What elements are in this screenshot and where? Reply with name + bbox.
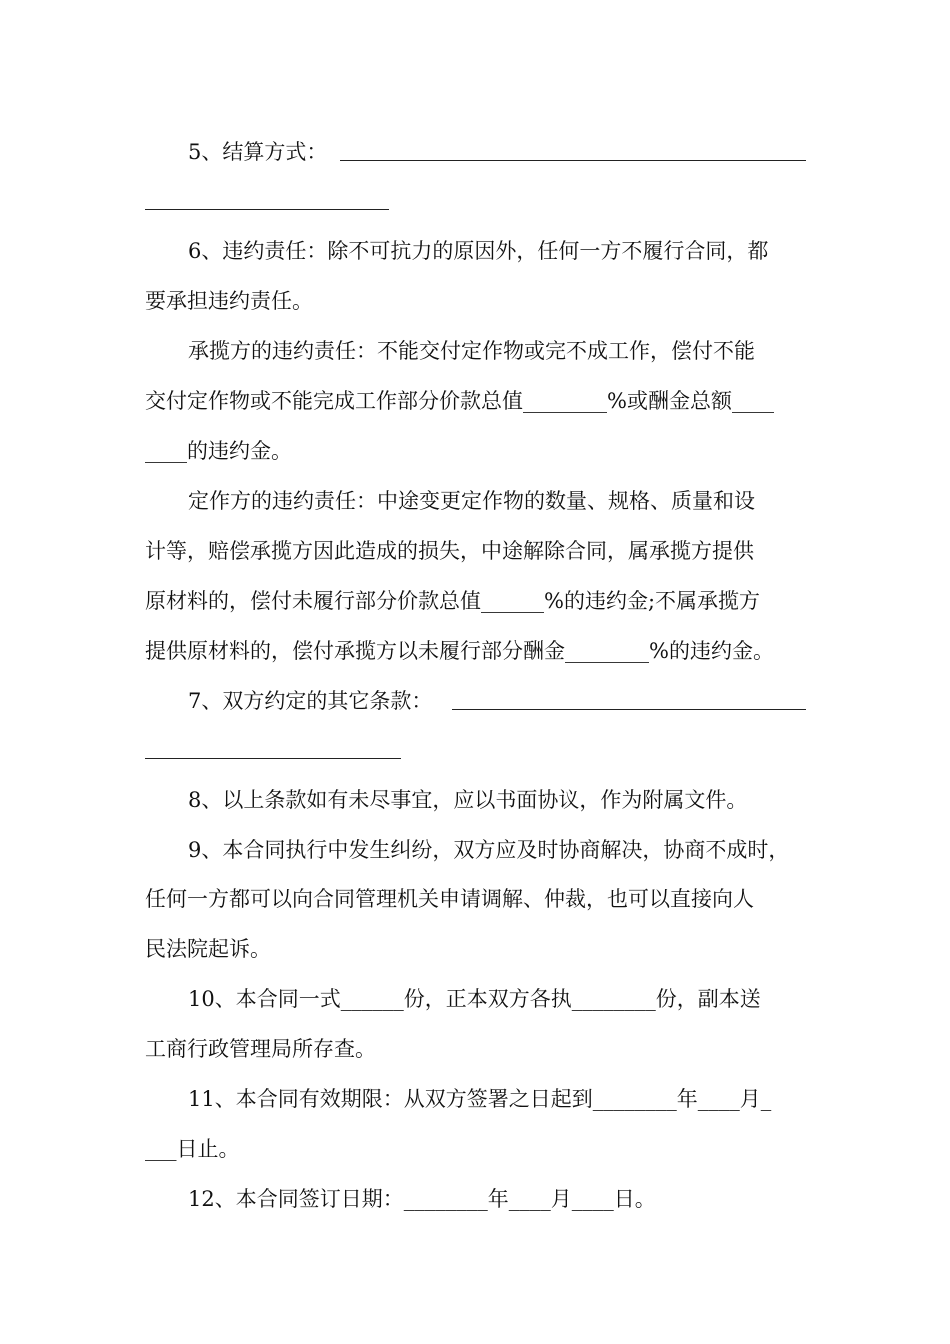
clause-9-line-1: 9、本合同执行中发生纠纷，双方应及时协商解决，协商不成时， bbox=[188, 838, 790, 862]
clause-5-label: 5、结算方式： bbox=[188, 140, 328, 164]
contractor-liability-line-3: ____的违约金。 bbox=[145, 439, 292, 463]
clause-5-fill-line-continued bbox=[145, 209, 389, 210]
clause-12: 12、本合同签订日期：________年____月____日。 bbox=[188, 1187, 656, 1211]
clause-11-line-1: 11、本合同有效期限：从双方签署之日起到________年____月_ bbox=[188, 1087, 772, 1111]
client-liability-line-3: 原材料的，偿付未履行部分价款总值______%的违约金;不属承揽方 bbox=[145, 589, 761, 613]
client-liability-line-1: 定作方的违约责任：中途变更定作物的数量、规格、质量和设 bbox=[188, 489, 755, 513]
clause-7-fill-line-continued bbox=[145, 758, 401, 759]
clause-7-label: 7、双方约定的其它条款： bbox=[188, 689, 433, 713]
clause-7-fill-line bbox=[452, 709, 806, 710]
contractor-liability-line-2: 交付定作物或不能完成工作部分价款总值________%或酬金总额____ bbox=[145, 389, 774, 413]
clause-5-fill-line bbox=[340, 160, 806, 161]
contractor-liability-line-1: 承揽方的违约责任：不能交付定作物或完不成工作，偿付不能 bbox=[188, 339, 755, 363]
clause-8: 8、以上条款如有未尽事宜，应以书面协议，作为附属文件。 bbox=[188, 788, 748, 812]
client-liability-line-4: 提供原材料的，偿付承揽方以未履行部分酬金________%的违约金。 bbox=[145, 639, 774, 663]
clause-9-line-2: 任何一方都可以向合同管理机关申请调解、仲裁，也可以直接向人 bbox=[145, 887, 754, 911]
clause-6-line-1: 6、违约责任：除不可抗力的原因外，任何一方不履行合同，都 bbox=[188, 239, 769, 263]
clause-10-line-2: 工商行政管理局所存查。 bbox=[145, 1037, 376, 1061]
clause-11-line-2: ___日止。 bbox=[145, 1137, 240, 1161]
clause-9-line-3: 民法院起诉。 bbox=[145, 937, 271, 961]
client-liability-line-2: 计等，赔偿承揽方因此造成的损失，中途解除合同，属承揽方提供 bbox=[145, 539, 754, 563]
clause-6-line-2: 要承担违约责任。 bbox=[145, 289, 313, 313]
clause-10-line-1: 10、本合同一式______份，正本双方各执________份，副本送 bbox=[188, 987, 761, 1011]
